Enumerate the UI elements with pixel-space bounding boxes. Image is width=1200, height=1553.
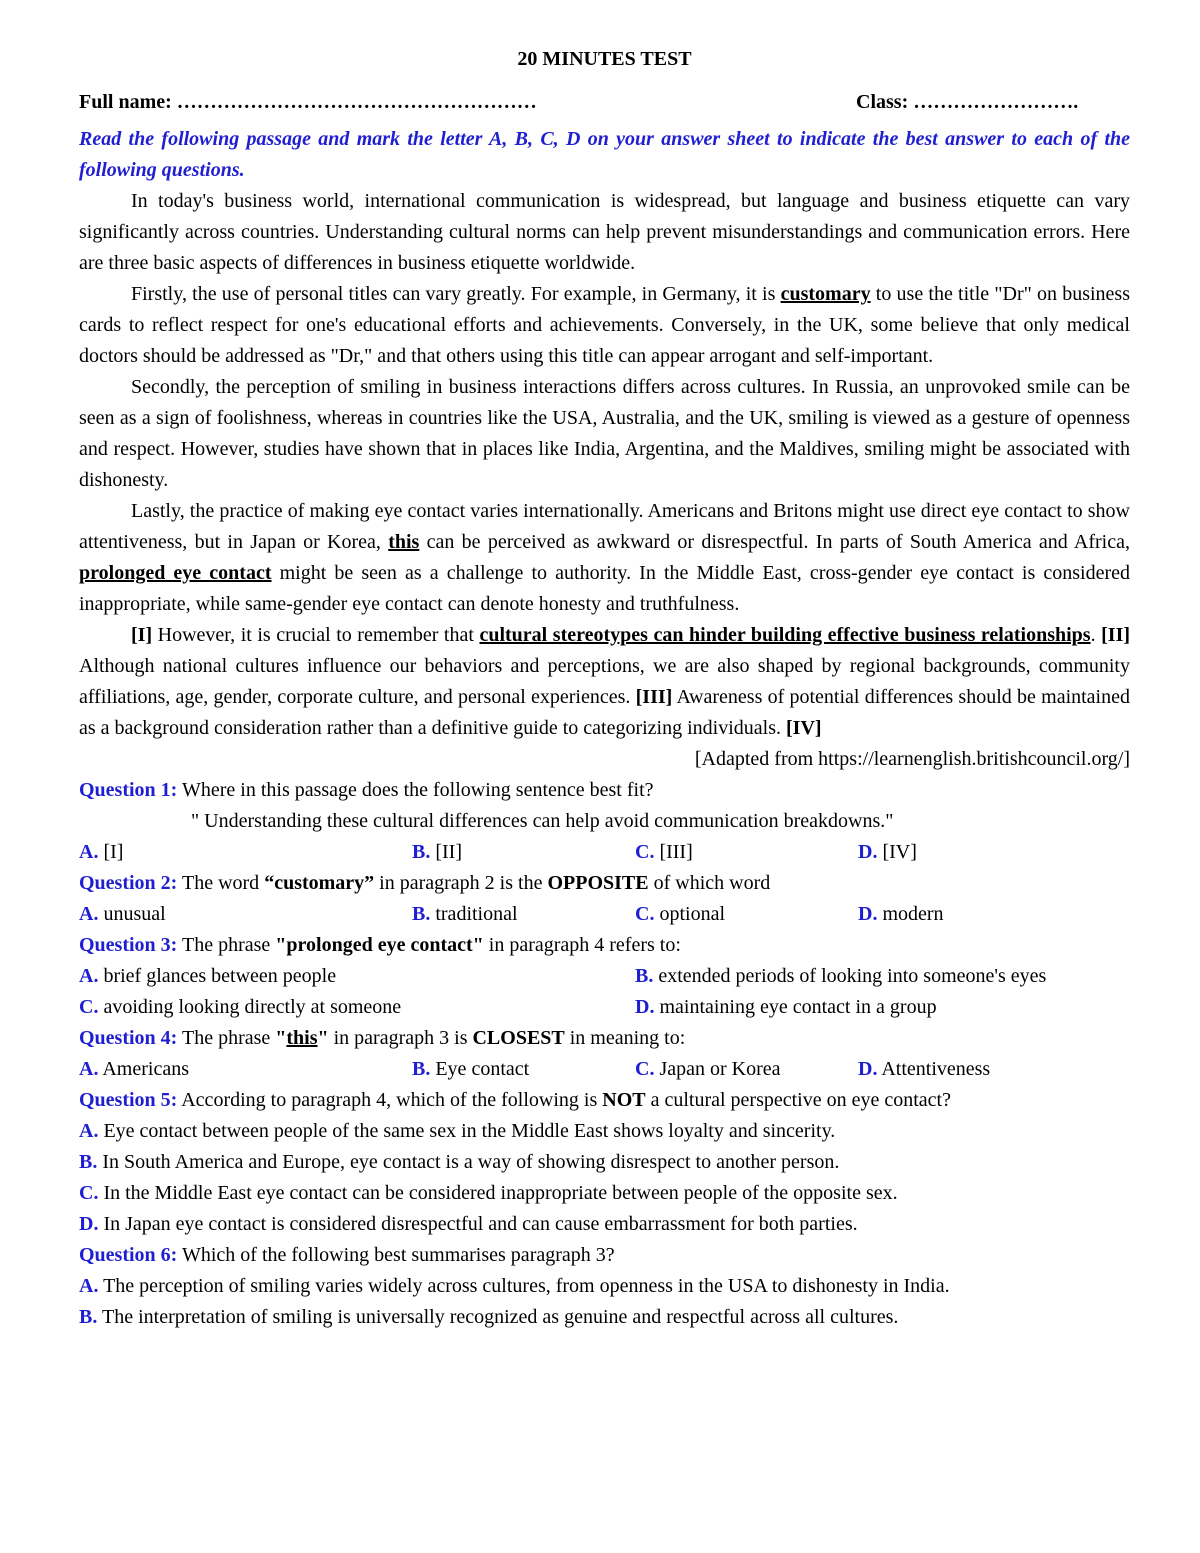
option-letter: B. — [412, 903, 431, 925]
question-text: Where in this passage does the following sentence best fit? — [177, 779, 654, 801]
option-letter: D. — [858, 1058, 878, 1080]
option-text: traditional — [430, 903, 518, 925]
question-1 — [79, 775, 1130, 806]
passage-paragraph-1: In today's business world, international communication is widespread, but language and business etiquette can vary significantly across countries. Understanding cultural norms can help prevent misunderstandings and communication errors. Here are three basic aspects of differences in business etiquette worldwide. — [79, 190, 1130, 274]
option-text: Attentiveness — [877, 1058, 991, 1080]
text-run: Awareness of potential differences should be maintained as a background consideration rather than a definitive guide to categorizing individuals. — [79, 686, 1130, 739]
question-5 — [79, 1085, 1130, 1116]
option-text: In Japan eye contact is considered disrespectful and can cause embarrassment for both parties. — [98, 1213, 858, 1235]
text-run: . — [1090, 624, 1102, 646]
option-text: Eye contact — [430, 1058, 530, 1080]
marker-ii: [II] — [1101, 624, 1131, 646]
option-text: extended periods of looking into someone's eyes — [653, 965, 1047, 987]
passage-paragraph-5 — [79, 620, 1130, 744]
passage-source: [Adapted from https://learnenglish.britishcouncil.org/] — [694, 748, 1130, 770]
question-label: Question 4: — [79, 1027, 178, 1049]
option-text: Japan or Korea — [654, 1058, 781, 1080]
question-2-options — [79, 899, 1130, 930]
text-run: can be perceived as awkward or disrespectful. In parts of South America and Africa, — [419, 531, 1130, 553]
text-run: Firstly, the use of personal titles can vary greatly. For example, in Germany, it is — [131, 283, 781, 305]
option-text: In the Middle East eye contact can be considered inappropriate between people of the opposite sex. — [98, 1182, 898, 1204]
option-letter: B. — [79, 1306, 98, 1328]
option-text: Americans — [98, 1058, 189, 1080]
option-d[interactable] — [79, 1209, 1130, 1240]
option-text: [III] — [654, 841, 693, 863]
option-text: [I] — [98, 841, 124, 863]
passage-paragraph-2 — [79, 279, 1130, 372]
quote-mark: " — [275, 1027, 287, 1049]
question-3-options-row-1 — [79, 961, 1130, 992]
question-text: of which word — [648, 872, 771, 894]
option-letter: C. — [635, 903, 655, 925]
question-4 — [79, 1023, 1130, 1054]
question-2 — [79, 868, 1130, 899]
option-text: maintaining eye contact in a group — [654, 996, 937, 1018]
option-c[interactable] — [635, 837, 858, 868]
marker-iv: [IV] — [786, 717, 822, 739]
option-letter: B. — [79, 1151, 98, 1173]
option-c[interactable] — [79, 992, 635, 1023]
option-a[interactable] — [79, 1116, 1130, 1147]
question-text: The phrase — [177, 934, 276, 956]
question-text: in paragraph 3 is — [328, 1027, 473, 1049]
option-b[interactable] — [635, 961, 1046, 992]
option-letter: C. — [635, 841, 655, 863]
test-title: 20 MINUTES TEST — [517, 48, 692, 70]
question-text: in paragraph 2 is the — [374, 872, 548, 894]
option-a[interactable] — [79, 1271, 1130, 1302]
option-text: Eye contact between people of the same sex in the Middle East shows loyalty and sincerity. — [98, 1120, 836, 1142]
question-keyword: “customary” — [264, 872, 375, 894]
underlined-phrase-cultural-stereotypes: cultural stereotypes can hinder building effective business relationships — [479, 624, 1091, 646]
option-letter: D. — [858, 903, 878, 925]
option-b[interactable] — [412, 1054, 635, 1085]
option-text: brief glances between people — [98, 965, 337, 987]
option-letter: B. — [412, 841, 431, 863]
underlined-phrase-prolonged-eye-contact: prolonged eye contact — [79, 562, 272, 584]
option-letter: B. — [635, 965, 654, 987]
question-label: Question 1: — [79, 779, 178, 801]
text-run: to use the title "Dr" on business cards to reflect respect for one's educational efforts and achievements. Conversely, in the UK, some believe that only medical doctors should be addressed as "Dr," and that others using this title can appear arrogant and self-important. — [79, 283, 1130, 367]
question-text: a cultural perspective on eye contact? — [645, 1089, 951, 1111]
question-1-quote: " Understanding these cultural differences can help avoid communication breakdowns." — [191, 810, 894, 832]
option-text: modern — [877, 903, 944, 925]
option-b[interactable] — [79, 1147, 1130, 1178]
question-text: The word — [177, 872, 265, 894]
question-label: Question 5: — [79, 1089, 178, 1111]
question-keyword — [275, 1027, 328, 1049]
option-letter: B. — [412, 1058, 431, 1080]
marker-iii: [III] — [635, 686, 673, 708]
instructions: Read the following passage and mark the letter A, B, C, D on your answer sheet to indicate the best answer to each of the following questions. — [79, 128, 1130, 181]
option-b[interactable] — [412, 899, 635, 930]
question-6 — [79, 1240, 1130, 1271]
option-c[interactable] — [635, 899, 858, 930]
option-letter: C. — [79, 996, 99, 1018]
option-d[interactable] — [635, 992, 937, 1023]
option-letter: A. — [79, 965, 99, 987]
option-text: unusual — [98, 903, 166, 925]
question-3-options-row-2 — [79, 992, 1130, 1023]
option-text: optional — [654, 903, 725, 925]
option-letter: C. — [635, 1058, 655, 1080]
option-letter: A. — [79, 903, 99, 925]
option-text: avoiding looking directly at someone — [98, 996, 402, 1018]
underlined-word-this: this — [286, 1027, 318, 1049]
question-keyword: OPPOSITE — [547, 872, 649, 894]
option-b[interactable] — [412, 837, 635, 868]
question-keyword: CLOSEST — [472, 1027, 565, 1049]
option-letter: A. — [79, 1058, 99, 1080]
option-d[interactable] — [858, 1054, 990, 1085]
option-letter: C. — [79, 1182, 99, 1204]
text-run: However, it is crucial to remember that — [152, 624, 480, 646]
quote-mark: " — [317, 1027, 329, 1049]
option-a[interactable] — [79, 837, 412, 868]
question-keyword: NOT — [602, 1089, 646, 1111]
text-run: Although national cultures influence our behaviors and perceptions, we are also shaped by regional backgrounds, community affiliations, age, gender, corporate culture, and personal experiences. — [79, 655, 1130, 708]
option-letter: D. — [79, 1213, 99, 1235]
full-name-field: Full name: ……………………………………………… — [79, 91, 537, 113]
option-d[interactable] — [858, 899, 944, 930]
question-text: The phrase — [177, 1027, 276, 1049]
question-text: Which of the following best summarises paragraph 3? — [177, 1244, 615, 1266]
question-4-options — [79, 1054, 1130, 1085]
option-letter: D. — [858, 841, 878, 863]
underlined-word-this: this — [388, 531, 420, 553]
question-text: in paragraph 4 refers to: — [483, 934, 681, 956]
option-letter: D. — [635, 996, 655, 1018]
option-letter: A. — [79, 841, 99, 863]
option-a[interactable] — [79, 961, 635, 992]
question-keyword: "prolonged eye contact" — [275, 934, 484, 956]
option-text: In South America and Europe, eye contact is a way of showing disrespect to another person. — [97, 1151, 840, 1173]
option-text: The perception of smiling varies widely across cultures, from openness in the USA to dishonesty in India. — [98, 1275, 950, 1297]
student-info-row — [79, 87, 1130, 118]
option-a[interactable] — [79, 1054, 412, 1085]
option-letter: A. — [79, 1275, 99, 1297]
option-a[interactable] — [79, 899, 412, 930]
underlined-word-customary: customary — [780, 283, 871, 305]
option-d[interactable] — [858, 837, 917, 868]
option-b[interactable] — [79, 1302, 1130, 1333]
option-text: [II] — [430, 841, 462, 863]
marker-i: [I] — [131, 624, 153, 646]
question-text: According to paragraph 4, which of the following is — [177, 1089, 603, 1111]
question-label: Question 3: — [79, 934, 178, 956]
question-3 — [79, 930, 1130, 961]
option-text: [IV] — [877, 841, 917, 863]
option-c[interactable] — [635, 1054, 858, 1085]
question-text: in meaning to: — [564, 1027, 686, 1049]
option-c[interactable] — [79, 1178, 1130, 1209]
class-field: Class: ……………………. — [856, 91, 1079, 113]
question-label: Question 6: — [79, 1244, 178, 1266]
text-run: might be seen as a challenge to authority. In the Middle East, cross-gender eye contact is considered inappropriate, while same-gender eye contact can denote honesty and truthfulness. — [79, 562, 1130, 615]
passage-paragraph-3: Secondly, the perception of smiling in business interactions differs across cultures. In Russia, an unprovoked smile can be seen as a sign of foolishness, whereas in countries like the USA, Australia, and the UK, smiling is viewed as a gesture of openness and respect. However, studies have shown that in places like India, Argentina, and the Maldives, smiling might be associated with dishonesty. — [79, 376, 1130, 491]
question-label: Question 2: — [79, 872, 178, 894]
text-run: Lastly, the practice of making eye contact varies internationally. Americans and Britons might use direct eye contact to show attentiveness, but in Japan or Korea, — [79, 500, 1130, 553]
option-letter: A. — [79, 1120, 99, 1142]
option-text: The interpretation of smiling is universally recognized as genuine and respectful across all cultures. — [97, 1306, 899, 1328]
question-1-options — [79, 837, 1130, 868]
passage-paragraph-4 — [79, 496, 1130, 620]
